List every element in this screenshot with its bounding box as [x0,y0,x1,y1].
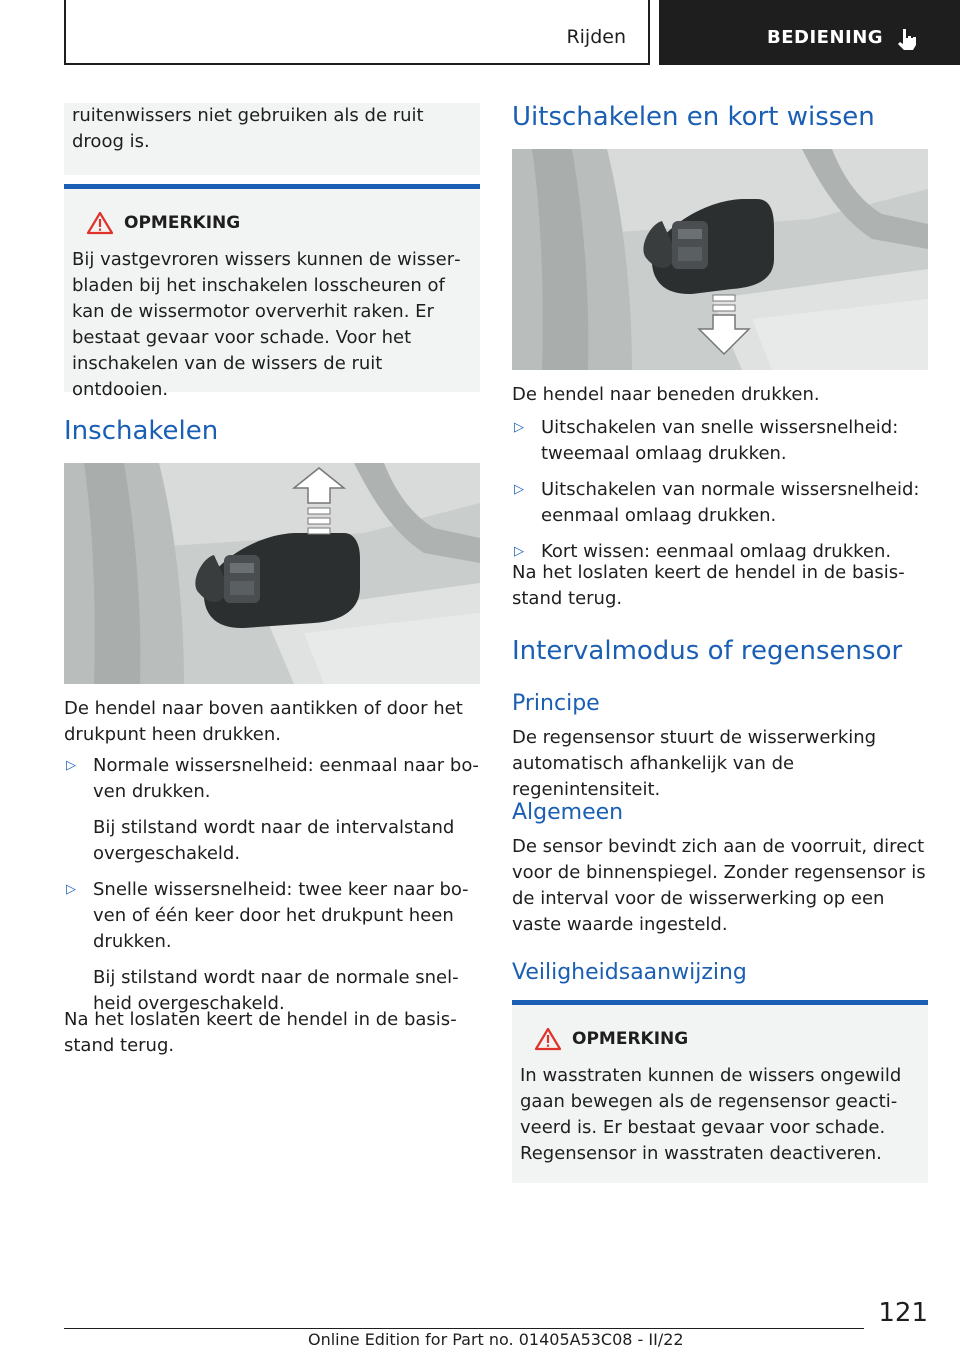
footer-edition: Online Edition for Part no. 01405A53C08 - II/22 [308,1330,684,1349]
list-item [512,415,928,467]
warning-note-text: In wasstraten kunnen de wissers ongewild gaan bewegen als de regensensor geactiveerd is. Er bestaat gevaar voor schade. Regensensor in wasstraten deactiveren. [520,1065,902,1164]
list-item-subtext: Bij stilstand wordt naar de intervalstand overgeschakeld. [93,817,455,864]
list-speeds [64,753,480,1017]
list-item-text: Kort wissen: eenmaal omlaag drukken. [541,541,892,562]
triangle-bullet-icon: ▷ [514,544,524,559]
paragraph-principe: De regensensor stuurt de wisserwerking automatisch afhankelijk van de regenintensiteit. [512,727,877,800]
paragraph-lever-down: De hendel naar beneden drukken. [512,384,820,405]
warning-note-title: OPMERKING [572,1029,689,1049]
warning-triangle-icon [86,211,114,235]
page-number: 121 [878,1298,928,1328]
subheading-principe: Principe [512,691,600,716]
warning-triangle-icon [534,1027,562,1051]
warning-note-header [72,211,472,235]
list-item [64,753,480,867]
list-item-text: Uitschakelen van snelle wissersnelheid: tweemaal omlaag drukken. [541,417,899,464]
paragraph-release: Na het loslaten keert de hendel in de basisstand terug. [64,1009,457,1056]
warning-note-carwash [512,1000,928,1183]
paragraph-lever-up: De hendel naar boven aantikken of door het drukpunt heen drukken. [64,698,463,745]
list-item [64,877,480,1017]
photo-lever-up [64,463,480,684]
heading-inschakelen: Inschakelen [64,416,219,446]
subheading-algemeen: Algemeen [512,800,624,825]
list-item-subtext: Bij stilstand wordt naar de normale snelheid overgeschakeld. [93,967,459,1014]
list-item-text: Snelle wissersnelheid: twee keer naar boven of één keer door het drukpunt heen drukken. [93,879,469,952]
list-switch-off [512,415,928,565]
lever-up-illustration [64,463,480,684]
subheading-veiligheid: Veiligheidsaanwijzing [512,960,747,985]
lever-down-illustration [512,149,928,370]
heading-uitschakelen: Uitschakelen en kort wissen [512,102,875,132]
list-item [512,477,928,529]
header-section-label: Rijden [566,26,626,48]
note-continued [64,103,480,175]
hand-pointer-icon [894,27,918,51]
note-continued-text: ruitenwissers niet gebruiken als de ruit droog is. [72,105,424,152]
triangle-bullet-icon: ▷ [514,420,524,435]
header-chapter-tab [659,0,960,65]
footer-divider [64,1328,864,1329]
warning-note-title: OPMERKING [124,213,241,233]
list-item-text: Normale wissersnelheid: eenmaal naar boven drukken. [93,755,479,802]
warning-note-text: Bij vastgevroren wissers kunnen de wisserbladen bij het inschakelen losscheuren of kan de wissermotor oververhit raken. Er bestaat gevaar voor schade. Voor het inschakelen van de wissers de ruit ontdooien. [72,249,461,400]
triangle-bullet-icon: ▷ [66,882,76,897]
heading-intervalmodus: Intervalmodus of regensensor [512,636,903,666]
warning-note-header [520,1027,920,1051]
header-chapter-label: BEDIENING [767,27,884,48]
paragraph-algemeen: De sensor bevindt zich aan de voorruit, direct voor de binnenspiegel. Zonder regensensor is de interval voor de wisserwerking op een vaste waarde ingesteld. [512,836,926,935]
paragraph-release-right: Na het loslaten keert de hendel in de basisstand terug. [512,562,905,609]
header-section-tab [64,0,650,65]
list-item-text: Uitschakelen van normale wissersnelheid: eenmaal omlaag drukken. [541,479,920,526]
triangle-bullet-icon: ▷ [66,758,76,773]
photo-lever-down [512,149,928,370]
triangle-bullet-icon: ▷ [514,482,524,497]
warning-note-frozen [64,184,480,400]
